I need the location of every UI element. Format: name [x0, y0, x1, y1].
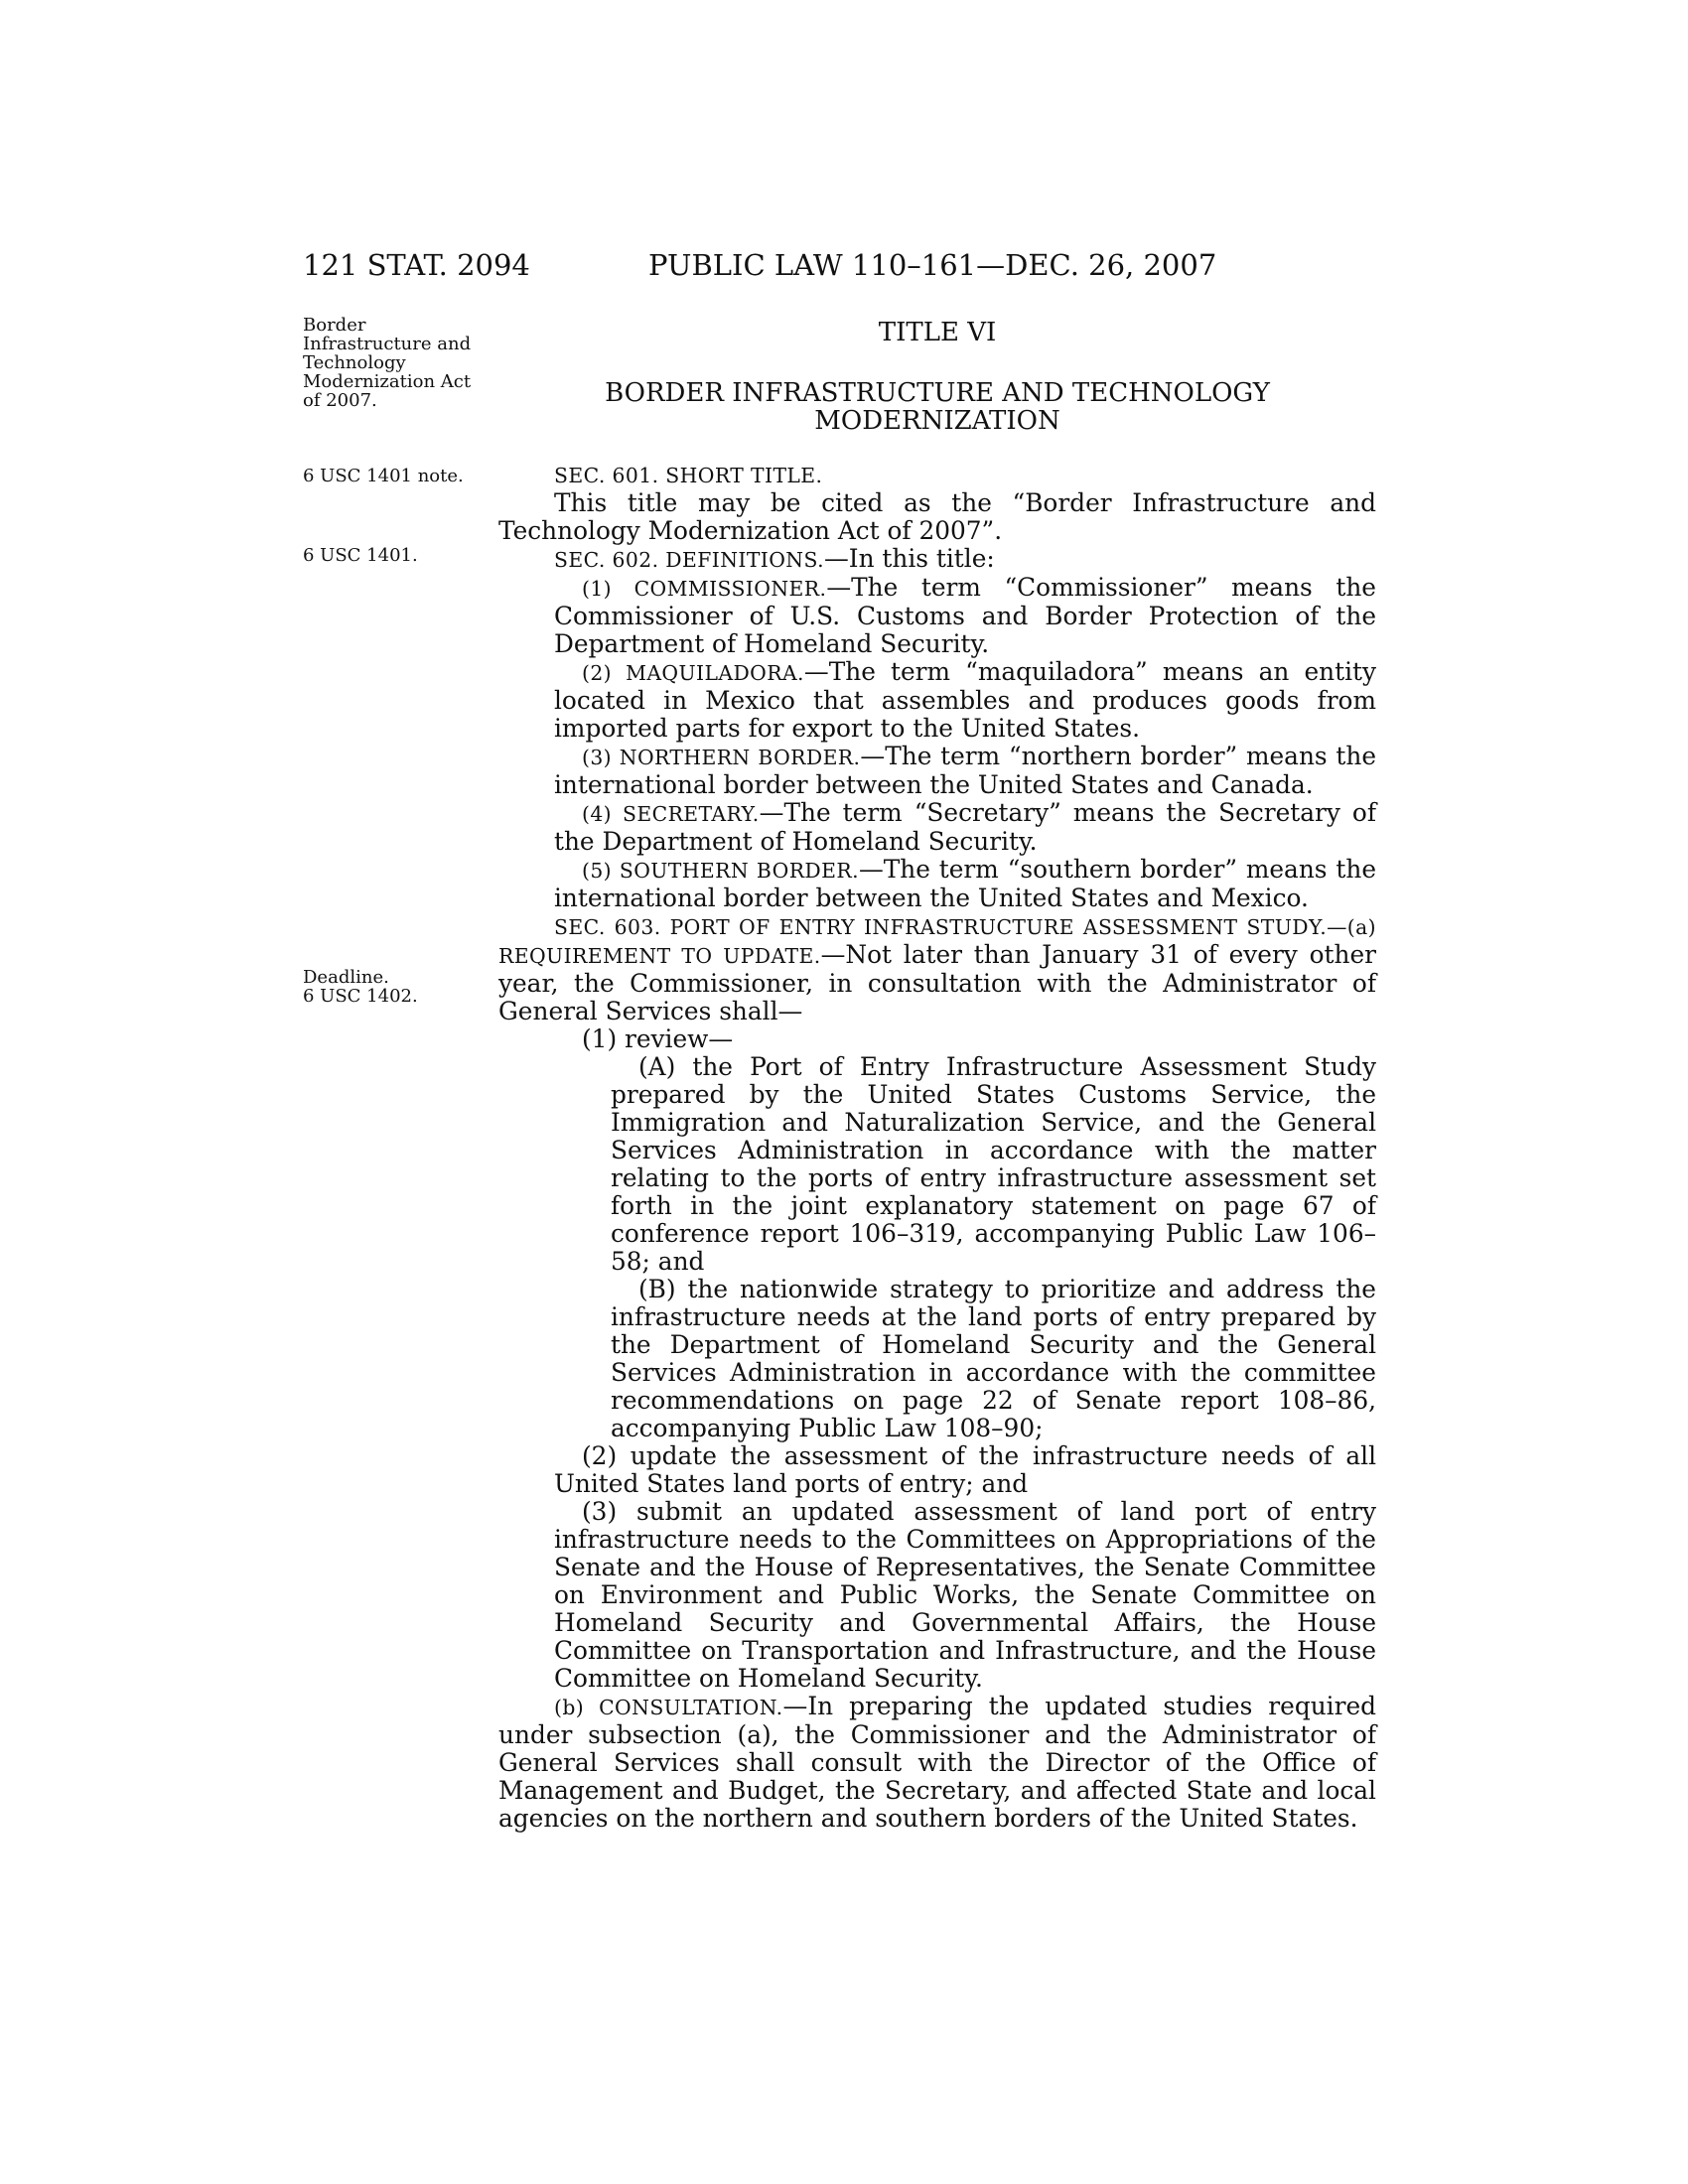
- main-text: [498, 461, 1376, 1833]
- sec-601-heading: [498, 461, 1376, 489]
- definition-text: —The term “maquiladora” means an entity located in Mexico that assembles and produces goods from imported parts for export to the United States.: [554, 657, 1376, 743]
- paragraph-3: (3) submit an updated assessment of land port of entry infrastructure needs to the Committees on Appropriations of the Senate and the House of Representatives, the Senate Committee on Environment and Public Works, the Senate Committee on Homeland Security and Governmental Affairs, the House Committee on Transportation and Infrastructure, and the House Committee on Homeland Security.: [554, 1497, 1376, 1693]
- title-name-line2: MODERNIZATION: [814, 406, 1060, 436]
- definition-2: [498, 658, 1376, 743]
- paragraph-2: (2) update the assessment of the infrastructure needs of all United States land ports of entry; and: [554, 1441, 1376, 1498]
- sec-603-b-text: —In preparing the updated studies required under subsection (a), the Commissioner and the Administrator of General Services shall consult with the Director of the Office of Management and Budget, the Secretary, and affected State and local agencies on the northern and southern borders of the United States.: [498, 1692, 1377, 1833]
- definition-text: —The term “Commissioner” means the Commissioner of U.S. Customs and Border Protection of the Department of Homeland Security.: [554, 573, 1376, 658]
- title-name: [498, 379, 1376, 435]
- margin-note-603: 6 USC 1402.: [303, 986, 418, 1007]
- page-citation: 121 STAT. 2094: [303, 248, 530, 282]
- definition-text: —The term “Secretary” means the Secretary of the Department of Homeland Security.: [554, 798, 1377, 856]
- title-name-line1: BORDER INFRASTRUCTURE AND TECHNOLOGY: [605, 378, 1270, 408]
- sec-603-a-text: —Not later than January 31 of every other year, the Commissioner, in consultation with the Administrator of General Services shall—: [498, 940, 1377, 1025]
- definition-5: [498, 856, 1376, 912]
- definition-3: [498, 743, 1376, 799]
- subparagraph-1A: (A) the Port of Entry Infrastructure Assessment Study prepared by the United States Customs Service, the Immigration and Naturalization Service, and the General Services Administration in accordance with the matter relating to the ports of entry infrastructure assessment set forth in the joint explanatory statement on page 67 of conference report 106–319, accompanying Public Law 106–58; and: [611, 1052, 1376, 1276]
- sec-602-intro: —In this title:: [823, 544, 995, 573]
- margin-note-act-name: Border Infrastructure and Technology Modernization Act of 2007.: [303, 315, 472, 411]
- sec-601-text: This title may be cited as the “Border Infrastructure and Technology Modernization Act of 2007”.: [498, 488, 1376, 545]
- sec-603-label: SEC. 603. PORT OF ENTRY INFRASTRUCTURE ASSESSMENT STUDY.: [554, 915, 1328, 939]
- definition-heading: (2) MAQUILADORA.: [582, 661, 804, 685]
- law-citation: PUBLIC LAW 110–161—DEC. 26, 2007: [648, 248, 1217, 282]
- definition-4: [498, 799, 1376, 856]
- subparagraph-1B: (B) the nationwide strategy to prioritize and address the infrastructure needs at the land ports of entry prepared by the Department of Homeland Security and the General Services Administration in accordance with the committee recommendations on page 22 of Senate report 108–86, accompanying Public Law 108–90;: [611, 1275, 1376, 1442]
- margin-note-deadline: Deadline.: [303, 967, 389, 988]
- sec-603-a-heading: —(a) REQUIREMENT TO UPDATE.: [498, 915, 1376, 968]
- definition-heading: (1) COMMISSIONER.: [582, 577, 827, 601]
- title-number: TITLE VI: [878, 318, 997, 347]
- definition-1: [498, 574, 1376, 658]
- sec-603-b-heading: (b) CONSULTATION.: [554, 1696, 783, 1719]
- definition-text: —The term “northern border” means the international border between the United States and Canada.: [554, 742, 1376, 799]
- sec-603-a: [498, 912, 1376, 1025]
- definition-text: —The term “southern border” means the international border between the United States and Mexico.: [554, 855, 1376, 912]
- margin-note-601: 6 USC 1401 note.: [303, 466, 464, 486]
- sec-603-b: [498, 1693, 1376, 1833]
- margin-note-602: 6 USC 1401.: [303, 545, 418, 566]
- definition-heading: (5) SOUTHERN BORDER.: [582, 859, 859, 883]
- sec-602-label: SEC. 602. DEFINITIONS.: [554, 548, 824, 572]
- definition-heading: (3) NORTHERN BORDER.: [582, 746, 861, 769]
- sec-601-label: SEC. 601. SHORT TITLE.: [554, 464, 823, 487]
- definition-heading: (4) SECRETARY.: [582, 802, 760, 826]
- sec-602: [498, 545, 1376, 574]
- paragraph-1: (1) review—: [582, 1024, 734, 1053]
